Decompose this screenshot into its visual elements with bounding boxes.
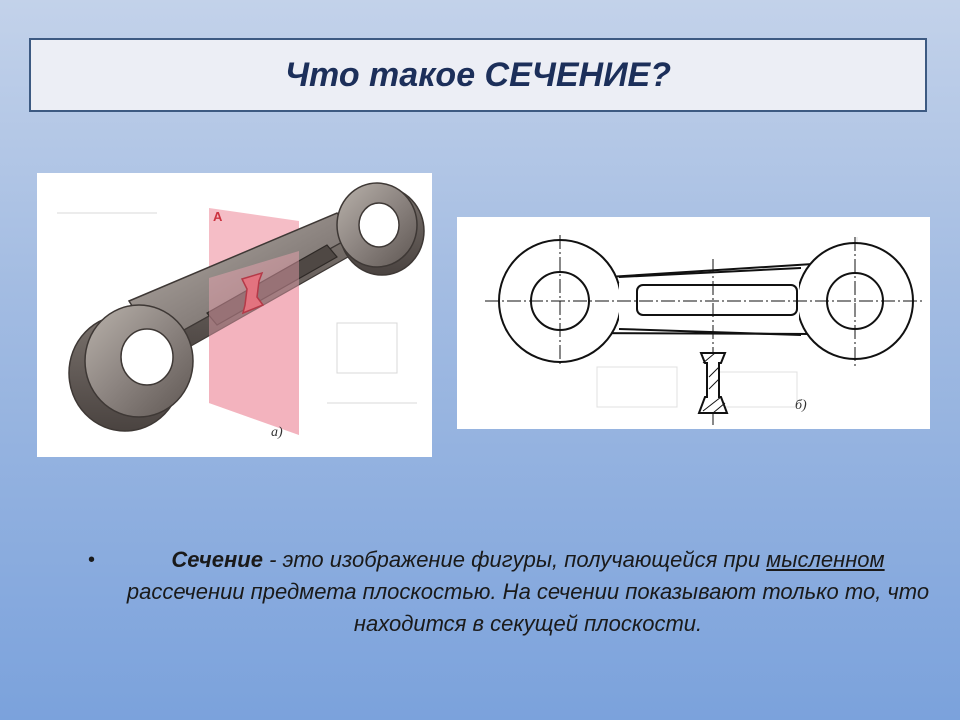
- underlined-word: мысленном: [766, 547, 885, 572]
- rod-top: [619, 268, 801, 277]
- figure-drawing-section: [457, 217, 930, 429]
- definition-bullet: [88, 544, 938, 640]
- plane-label: А: [213, 209, 223, 224]
- figure-caption-b: б): [795, 398, 807, 413]
- slide-title: Что такое СЕЧЕНИЕ?: [284, 55, 671, 94]
- definition-part-2: рассечении предмета плоскостью. На сечении показывают только то, что находится в секущей плоскости.: [126, 579, 930, 636]
- orthographic-drawing: [457, 217, 930, 429]
- removed-section: [699, 353, 727, 413]
- left-boss-hole: [121, 329, 173, 385]
- definition-text: [118, 544, 938, 640]
- isometric-drawing: [37, 173, 432, 457]
- figure-isometric-section: [37, 173, 432, 457]
- figure-caption-a: а): [271, 425, 283, 440]
- slide-title-box: [29, 38, 927, 112]
- term-section: Сечение: [171, 547, 263, 572]
- right-boss-hole: [359, 203, 399, 247]
- definition-part-1: - это изображение фигуры, получающейся при: [262, 547, 767, 572]
- rod-slot-outline: [637, 285, 797, 315]
- bullet-marker: •: [88, 549, 96, 571]
